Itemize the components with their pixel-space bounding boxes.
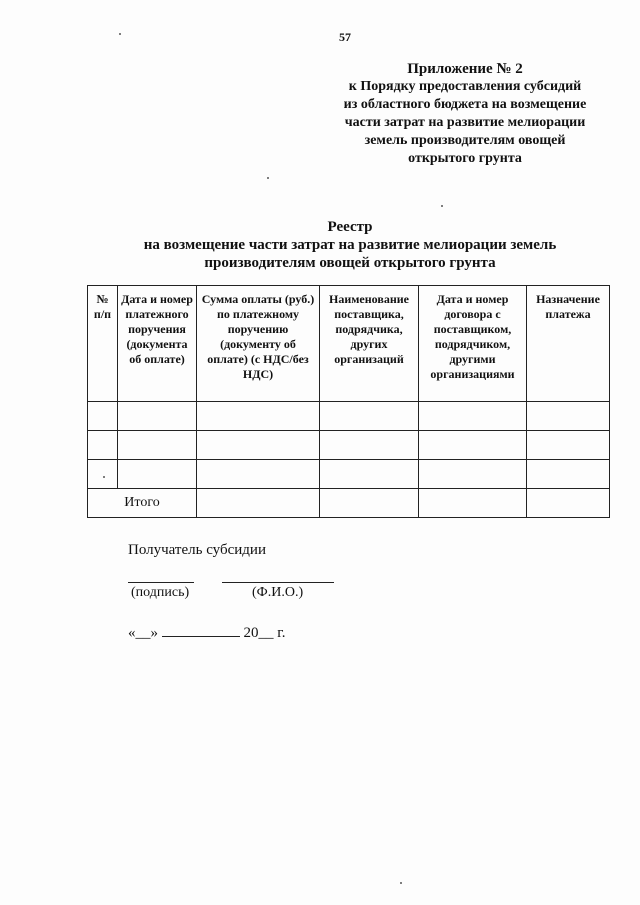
page-number: 57 [339, 30, 351, 44]
appendix-title: Приложение № 2 [407, 61, 523, 77]
table-total-row [88, 489, 610, 518]
registry-table [87, 285, 610, 518]
header-number: № п/п [88, 286, 118, 402]
header-payment-order: Дата и номер платежного поручения (документа об оплате) [118, 286, 197, 402]
table-cell[interactable] [320, 489, 419, 518]
table-cell[interactable] [197, 402, 320, 431]
table-header-row [88, 286, 610, 402]
signature-caption: (подпись) [131, 585, 190, 600]
table-cell[interactable] [88, 402, 118, 431]
scan-speck [267, 177, 269, 179]
table-cell[interactable] [527, 489, 610, 518]
recipient-label: Получатель субсидии [128, 542, 266, 558]
date-month-field[interactable] [162, 624, 240, 637]
table-cell[interactable] [197, 460, 320, 489]
table-cell[interactable] [419, 431, 527, 460]
appendix-line: к Порядку предоставления субсидий [348, 79, 582, 94]
table-cell[interactable] [118, 460, 197, 489]
table-cell[interactable] [88, 460, 118, 489]
table-cell[interactable] [320, 402, 419, 431]
registry-subtitle-line: производителям овощей открытого грунта [204, 255, 496, 271]
table-row [88, 460, 610, 489]
total-amount-cell[interactable] [197, 489, 320, 518]
appendix-line: земель производителям овощей [364, 133, 566, 148]
date-line [128, 624, 285, 642]
table-cell[interactable] [527, 460, 610, 489]
table-row [88, 402, 610, 431]
scan-speck [103, 476, 105, 478]
table-cell[interactable] [118, 431, 197, 460]
full-name-caption: (Ф.И.О.) [252, 585, 304, 600]
registry-heading [70, 218, 630, 272]
date-day-field[interactable]: «__» [128, 625, 158, 641]
table-cell[interactable] [419, 489, 527, 518]
appendix-header [330, 60, 600, 168]
scan-speck [400, 882, 402, 884]
table-cell[interactable] [320, 431, 419, 460]
table-cell[interactable] [527, 402, 610, 431]
registry-title: Реестр [327, 219, 373, 235]
table-cell[interactable] [527, 431, 610, 460]
table-row [88, 431, 610, 460]
registry-subtitle-line: на возмещение части затрат на развитие мелиорации земель [143, 237, 557, 253]
table-cell[interactable] [197, 431, 320, 460]
signature-line[interactable] [128, 582, 194, 583]
header-payment-purpose: Назначение платежа [527, 286, 610, 402]
table-cell[interactable] [419, 460, 527, 489]
appendix-line: открытого грунта [408, 151, 522, 166]
scan-speck [441, 205, 443, 207]
appendix-line: из областного бюджета на возмещение [343, 97, 587, 112]
total-label: Итого [88, 489, 197, 518]
header-payment-amount: Сумма оплаты (руб.) по платежному поручению (документу об оплате) (с НДС/без НДС) [197, 286, 320, 402]
table-cell[interactable] [320, 460, 419, 489]
table-cell[interactable] [419, 402, 527, 431]
appendix-line: части затрат на развитие мелиорации [344, 115, 586, 130]
table-cell[interactable] [88, 431, 118, 460]
header-contract: Дата и номер договора с поставщиком, подрядчиком, другими организациями [419, 286, 527, 402]
table-cell[interactable] [118, 402, 197, 431]
scan-speck [119, 33, 121, 35]
date-year-field[interactable]: 20__ г. [243, 625, 286, 641]
header-supplier-name: Наименование поставщика, подрядчика, других организаций [320, 286, 419, 402]
full-name-line[interactable] [222, 582, 334, 583]
